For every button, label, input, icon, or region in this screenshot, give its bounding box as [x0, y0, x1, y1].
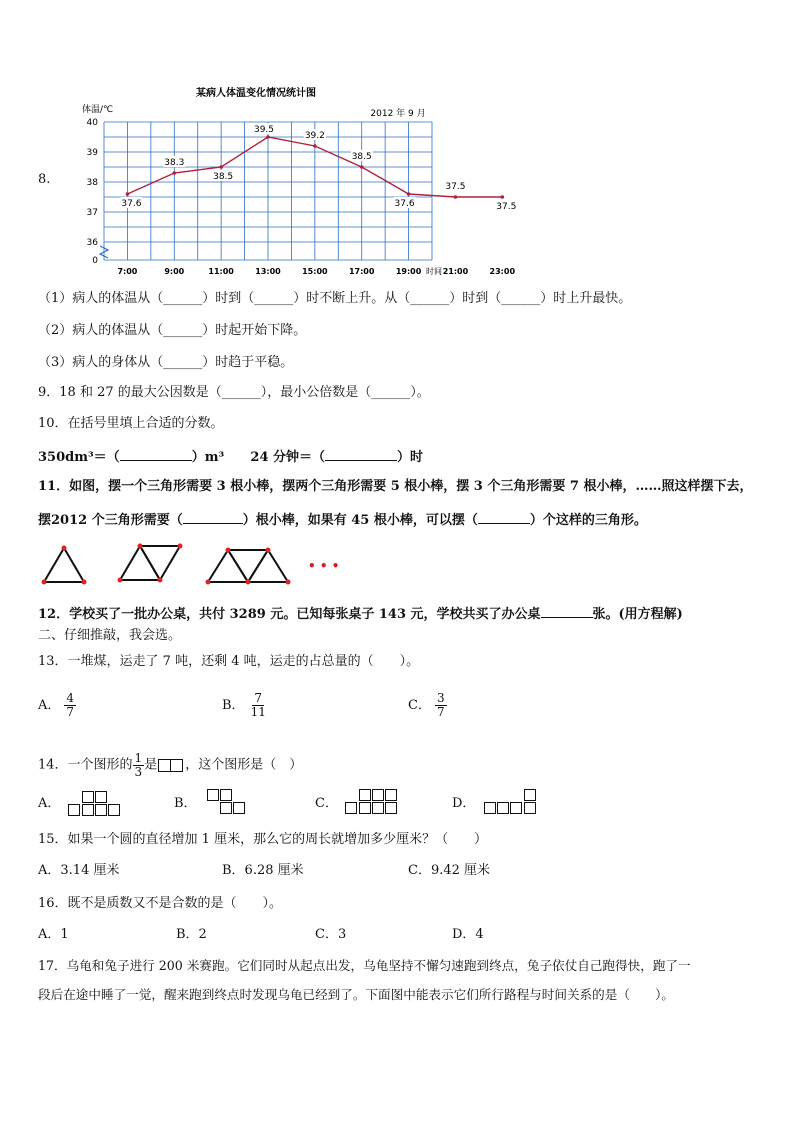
- question-11-line-2-c: ）个这样的三角形。: [529, 513, 647, 528]
- temperature-chart: [80, 84, 517, 280]
- chart-x-axis-label: 时间: [426, 267, 442, 276]
- fraction-denominator: 7: [66, 705, 75, 719]
- option-label: D．: [452, 796, 476, 811]
- x-tick-label: 21:00: [442, 267, 469, 276]
- question-15-option-b[interactable]: B．6.28 厘米: [222, 863, 304, 878]
- data-point: [266, 135, 270, 139]
- question-14-option-d[interactable]: [452, 795, 475, 813]
- data-point: [172, 171, 176, 175]
- x-tick-label: 15:00: [302, 267, 328, 276]
- continuation-dots: • • •: [308, 559, 340, 573]
- option-label: C．: [315, 796, 338, 811]
- option-label: C．: [408, 697, 431, 713]
- question-17-line-1: 17．乌龟和兔子进行 200 米赛跑。它们同时从起点出发，乌龟坚持不懈匀速跑到终点，兔子依仗自己跑得快，跑了一: [38, 958, 691, 973]
- question-9: 9．18 和 27 的最大公因数是（______），最小公倍数是（______）。: [38, 385, 430, 400]
- data-label: 39.2: [304, 131, 325, 141]
- question-11-line-2-b: ）根小棒，如果有 45 根小棒，可以摆（: [242, 513, 478, 528]
- fraction-numerator: 1: [134, 751, 143, 765]
- question-16-option-d[interactable]: D．4: [452, 927, 484, 942]
- question-15-option-a[interactable]: A．3.14 厘米: [38, 863, 120, 878]
- question-13-option-b[interactable]: [222, 692, 268, 719]
- question-15-stem: 15．如果一个圆的直径增加 1 厘米，那么它的周长就增加多少厘米？（ ）: [38, 832, 488, 847]
- data-label: 38.5: [213, 172, 234, 182]
- question-10-b-right: ）时: [397, 450, 424, 465]
- question-16-option-c[interactable]: C．3: [315, 927, 347, 942]
- answer-blank[interactable]: [541, 603, 593, 618]
- question-10-answers: [38, 446, 423, 467]
- data-label: 37.6: [121, 199, 142, 209]
- question-16-stem: 16．既不是质数又不是合数的是（ ）。: [38, 896, 283, 911]
- option-label: A．: [38, 697, 61, 713]
- question-10-stem: 10．在括号里填上合适的分数。: [38, 416, 224, 431]
- question-8-number: 8.: [38, 172, 51, 187]
- fraction-numerator: 4: [66, 691, 75, 705]
- data-point: [500, 195, 504, 199]
- x-tick-label: 23:00: [489, 267, 516, 276]
- question-13-stem: 13．一堆煤，运走了 7 吨，还剩 4 吨，运走的占总量的（ ）。: [38, 654, 420, 669]
- option-label: B．: [222, 697, 245, 713]
- question-10-b-left: 24 分钟＝（: [250, 450, 326, 465]
- question-17-line-2: 段后在途中睡了一觉，醒来跑到终点时发现乌龟已经到了。下面图中能表示它们所行路程与时间关系的是（ ）。: [38, 987, 674, 1002]
- chart-y-axis-label: 体温/℃: [82, 105, 114, 115]
- two-square-shape: [158, 759, 184, 772]
- fraction: [133, 752, 145, 779]
- question-14-option-a[interactable]: [38, 795, 60, 813]
- y-tick-label: 0: [92, 256, 98, 266]
- y-tick-label: 39: [86, 148, 98, 158]
- fraction-numerator: 7: [254, 691, 263, 705]
- x-tick-label: 11:00: [208, 267, 234, 276]
- data-label: 38.3: [164, 158, 185, 168]
- x-tick-label: 13:00: [255, 267, 281, 276]
- question-16-option-b[interactable]: B．2: [176, 927, 207, 942]
- data-point: [454, 195, 458, 199]
- triangle-group-1: [44, 548, 84, 582]
- fraction: [249, 692, 268, 719]
- triangle-group-1-joints: [42, 546, 87, 585]
- option-c-shape: [345, 789, 401, 817]
- axis-break-icon: [100, 246, 108, 258]
- answer-blank[interactable]: [325, 446, 397, 461]
- temperature-chart-svg: [80, 84, 517, 280]
- section-2-heading: 二、仔细推敲，我会选。: [38, 628, 182, 643]
- question-11-line-1: 11．如图，摆一个三角形需要 3 根小棒，摆两个三角形需要 5 根小棒，摆 3 个三角形需要 7 根小棒，……照这样摆下去，: [38, 479, 753, 494]
- option-a-shape: [68, 791, 124, 817]
- data-label: 37.5: [445, 182, 466, 192]
- question-10-a-right: ）m³: [191, 450, 225, 465]
- question-14-stem-a: 14．一个图形的: [38, 757, 133, 773]
- data-point: [407, 192, 411, 196]
- y-tick-label: 38: [86, 178, 98, 188]
- question-12-a: 12．学校买了一批办公桌，共付 3289 元。已知每张桌子 143 元，学校共买了办公桌: [38, 607, 541, 622]
- question-14-stem-c: ，这个图形是（ ）: [185, 757, 303, 773]
- question-14-option-b[interactable]: [174, 795, 197, 813]
- answer-blank[interactable]: [183, 509, 243, 524]
- question-8-sub-2: （2）病人的体温从（______）时起开始下降。: [38, 323, 307, 338]
- data-point: [313, 144, 317, 148]
- fraction: [435, 692, 447, 719]
- question-12: [38, 603, 683, 624]
- question-13-option-c[interactable]: [408, 692, 447, 719]
- fraction-numerator: 3: [436, 691, 445, 705]
- data-label: 38.5: [351, 152, 372, 162]
- data-label: 37.5: [496, 202, 517, 212]
- x-tick-label: 17:00: [348, 267, 375, 276]
- data-point: [219, 165, 223, 169]
- y-tick-label: 37: [86, 208, 98, 218]
- y-tick-label: 40: [86, 118, 98, 128]
- option-label: A．: [38, 796, 61, 811]
- question-11-line-2-a: 摆2012 个三角形需要（: [38, 513, 183, 528]
- question-14-option-c[interactable]: [315, 795, 338, 813]
- x-tick-label: 9:00: [164, 267, 185, 276]
- question-10-a-left: 350dm³＝（: [38, 450, 120, 465]
- question-16-option-a[interactable]: A．1: [38, 927, 69, 942]
- y-tick-label: 36: [86, 238, 98, 248]
- chart-date: 2012 年 9 月: [370, 109, 426, 119]
- triangle-sticks-figure: [36, 540, 356, 590]
- data-label: 39.5: [253, 125, 275, 135]
- option-b-shape: [207, 789, 249, 817]
- fraction-denominator: 3: [134, 765, 143, 779]
- triangle-sticks-svg: [36, 540, 356, 590]
- question-14-stem: [38, 752, 302, 779]
- question-8-sub-1: （1）病人的体温从（______）时到（______）时不断上升。从（______）时到（______）时上升最快。: [38, 291, 632, 306]
- fraction-denominator: 7: [436, 705, 445, 719]
- question-15-option-c[interactable]: C．9.42 厘米: [408, 863, 491, 878]
- data-point: [126, 192, 130, 196]
- question-13-option-a[interactable]: [38, 692, 76, 719]
- question-8-sub-3: （3）病人的身体从（______）时趋于平稳。: [38, 355, 294, 370]
- answer-blank[interactable]: [120, 446, 192, 461]
- chart-title: 某病人体温变化情况统计图: [196, 88, 316, 99]
- option-label: B．: [174, 796, 197, 811]
- data-label: 37.6: [394, 199, 415, 209]
- question-14-stem-b: 是: [144, 757, 158, 773]
- fraction: [64, 692, 76, 719]
- question-11-line-2: [38, 509, 647, 530]
- triangle-group-2: [120, 546, 180, 580]
- fraction-denominator: 11: [250, 705, 266, 719]
- option-d-shape: [484, 789, 540, 817]
- x-tick-label: 19:00: [395, 267, 422, 276]
- answer-blank[interactable]: [478, 509, 530, 524]
- question-12-b: 张。(用方程解): [592, 607, 683, 622]
- triangle-group-3: [208, 550, 288, 582]
- data-point: [360, 165, 364, 169]
- x-tick-label: 7:00: [117, 267, 138, 276]
